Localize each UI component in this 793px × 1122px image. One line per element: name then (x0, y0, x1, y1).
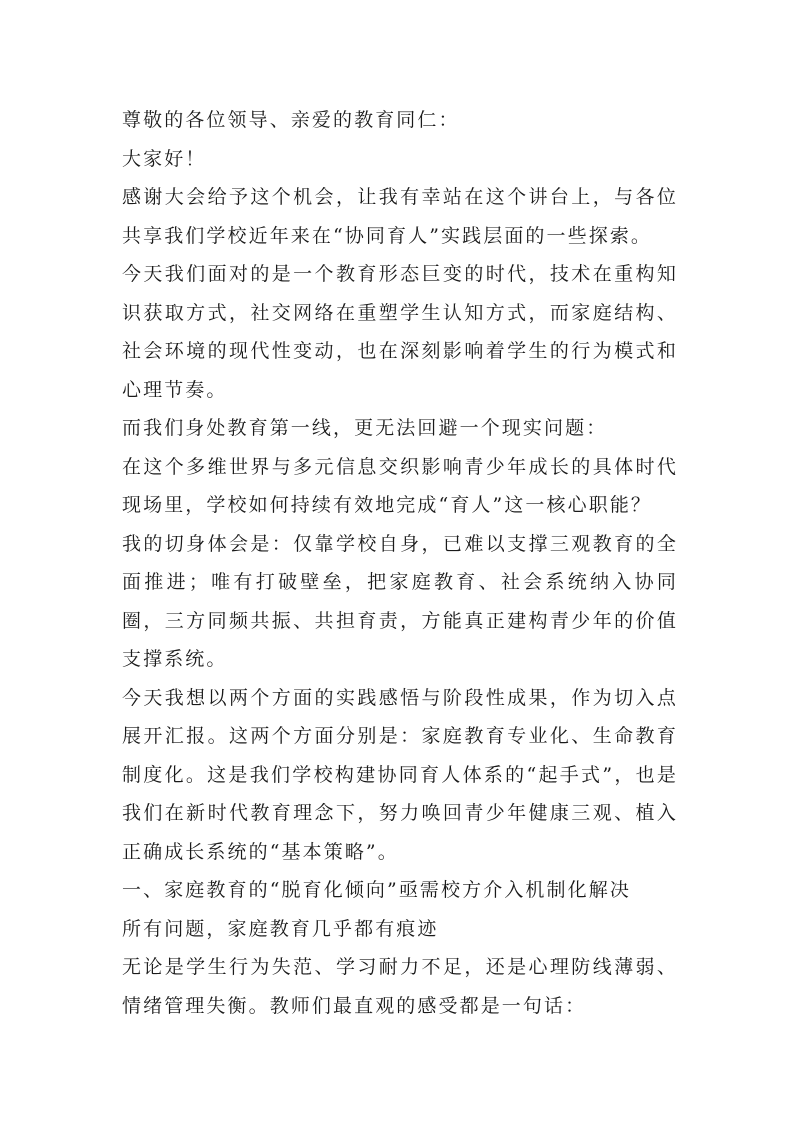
greeting: 大家好！ (122, 147, 207, 170)
document-page (122, 101, 678, 1025)
paragraph-report-intro: 今天我想以两个方面的实践感悟与阶段性成果，作为切入点展开汇报。这两个方面分别是：家庭教育专业化、生命教育制度化。这是我们学校构建协同育人体系的“起手式”，也是我们在新时代教育理念下，努力唤回青少年健康三观、植入正确成长系统的“基本策略”。 (122, 686, 678, 863)
paragraph-thanks: 感谢大会给予这个机会，让我有幸站在这个讲台上，与各位共享我们学校近年来在“协同育人”实践层面的一些探索。 (122, 186, 678, 247)
section-heading-1: 一、家庭教育的“脱育化倾向”亟需校方介入机制化解决 (122, 879, 631, 901)
salutation: 尊敬的各位领导、亲爱的教育同仁： (122, 109, 460, 131)
paragraph-teacher-feeling: 无论是学生行为失范、学习耐力不足，还是心理防线薄弱、情绪管理失衡。教师们最直观的感受都是一句话： (122, 956, 678, 1017)
paragraph-experience: 我的切身体会是：仅靠学校自身，已难以支撑三观教育的全面推进；唯有打破壁垒，把家庭教育、社会系统纳入协同圈，三方同频共振、共担育责，方能真正建构青少年的价值支撑系统。 (122, 532, 678, 670)
paragraph-problem-intro: 而我们身处教育第一线，更无法回避一个现实问题： (122, 417, 608, 439)
paragraph-question: 在这个多维世界与多元信息交织影响青少年成长的具体时代现场里，学校如何持续有效地完成“育人”这一核心职能？ (122, 455, 678, 516)
subheading-family-traces: 所有问题，家庭教育几乎都有痕迹 (122, 917, 439, 940)
paragraph-era: 今天我们面对的是一个教育形态巨变的时代，技术在重构知识获取方式，社交网络在重塑学生认知方式，而家庭结构、社会环境的现代性变动，也在深刻影响着学生的行为模式和心理节奏。 (122, 263, 678, 401)
